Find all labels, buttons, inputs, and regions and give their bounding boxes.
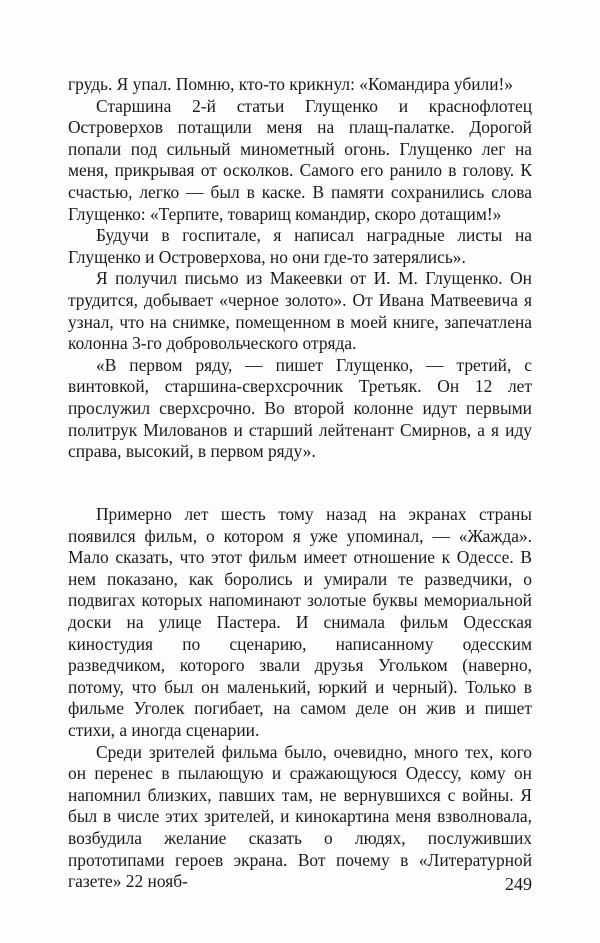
paragraph-4: Я получил письмо из Макеевки от И. М. Глущенко. Он трудится, добывает «черное золото». От Ивана Матвеевича я узнал, что на снимке, помещенном в моей книге, запечатлена колонна 3-го добровольческого отряда.: [68, 268, 532, 354]
paragraph-5: «В первом ряду, — пишет Глущенко, — третий, с винтовкой, старшина-сверхсрочник Третьяк. Он 12 лет прослужил сверхсрочно. Во второй колонне идут первыми политрук Милованов и старший лейтенант Смирнов, а я иду справа, высокий, в первом ряду».: [68, 354, 532, 462]
paragraph-1: грудь. Я упал. Помню, кто-то крикнул: «Командира убили!»: [68, 74, 513, 94]
paragraph-7: Среди зрителей фильма было, очевидно, много тех, кого он перенес в пылающую и сражающуюся Одессу, кому он напомнил близких, павших там, не вернувшихся с войны. Я был в числе этих зрителей, и кинокартина меня взволновала, возбудила желание сказать о людях, послуживших прототипами героев экрана. Вот почему в «Литературной газете» 22 нояб-: [68, 741, 532, 892]
paragraph-3: Будучи в госпитале, я написал наградные листы на Глущенко и Островерхова, но они где-то затерялись».: [68, 225, 532, 267]
text-section-2: [68, 504, 532, 893]
page-number: 249: [505, 874, 532, 894]
paragraph-6: Примерно лет шесть тому назад на экранах страны появился фильм, о котором я уже упоминал, — «Жажда». Мало сказать, что этот фильм имеет отношение к Одессе. В нем показано, как боролись и умирали те разведчики, о подвигах которых напоминают золотые буквы мемориальной доски на улице Пастера. И снимала фильм Одесская киностудия по сценарию, написанному одесским разведчиком, которого звали друзья Угольком (наверно, потому, что был он маленький, юркий и черный). Только в фильме Уголек погибает, на самом деле он жив и пишет стихи, а иногда сценарии.: [68, 504, 532, 740]
paragraph-2: Старшина 2-й статьи Глущенко и краснофлотец Островерхов потащили меня на плащ-палатке. Дорогой попали под сильный минометный огонь. Глущенко лег на меня, прикрывая от осколков. Самого его ранило в голову. К счастью, легко — был в каске. В памяти сохранились слова Глущенко: «Терпите, товарищ командир, скоро дотащим!»: [68, 95, 532, 224]
text-section-1: [68, 74, 532, 463]
